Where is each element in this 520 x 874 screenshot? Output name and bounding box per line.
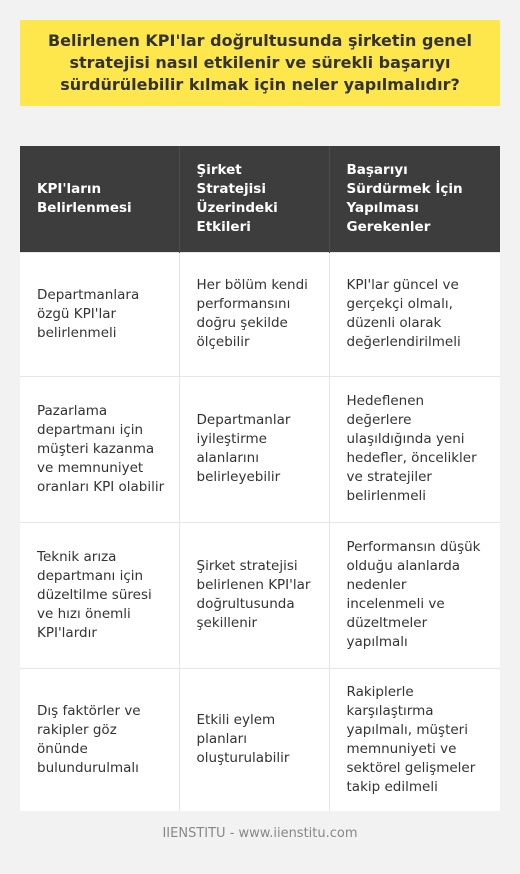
table-cell: Dış faktörler ve rakipler göz önünde bulundurulmalı [20,668,179,811]
table-cell: Her bölüm kendi performansını doğru şekilde ölçebilir [179,252,329,376]
table-cell: Etkili eylem planları oluşturulabilir [179,668,329,811]
page-title: Belirlenen KPI'lar doğrultusunda şirketin genel stratejisi nasıl etkilenir ve sürekli başarıyı sürdürülebilir kılmak için neler yapılmalıdır? [47,31,473,94]
title-banner [20,20,500,106]
column-header: Başarıyı Sürdürmek İçin Yapılması Gerekenler [329,146,500,252]
table-row [20,252,500,376]
footer-text: IIENSTITU - www.iienstitu.com [162,826,358,841]
table-cell: KPI'lar güncel ve gerçekçi olmalı, düzenli olarak değerlendirilmeli [329,252,500,376]
column-header: Şirket Stratejisi Üzerindeki Etkileri [179,146,329,252]
table-cell: Performansın düşük olduğu alanlarda nedenler incelenmeli ve düzeltmeler yapılmalı [329,522,500,668]
table-cell: Şirket stratejisi belirlenen KPI'lar doğrultusunda şekillenir [179,522,329,668]
table-row [20,376,500,522]
table-cell: Teknik arıza departmanı için düzeltilme süresi ve hızı önemli KPI'lardır [20,522,179,668]
table-cell: Rakiplerle karşılaştırma yapılmalı, müşteri memnuniyeti ve sektörel gelişmeler takip edilmeli [329,668,500,811]
kpi-table [20,146,500,811]
column-header: KPI'ların Belirlenmesi [20,146,179,252]
table-cell: Departmanlara özgü KPI'lar belirlenmeli [20,252,179,376]
table-cell: Departmanlar iyileştirme alanlarını belirleyebilir [179,376,329,522]
table-cell: Hedeflenen değerlere ulaşıldığında yeni hedefler, öncelikler ve stratejiler belirlenmeli [329,376,500,522]
table-row [20,522,500,668]
table-row [20,668,500,811]
table-cell: Pazarlama departmanı için müşteri kazanma ve memnuniyet oranları KPI olabilir [20,376,179,522]
table-header-row [20,146,500,252]
